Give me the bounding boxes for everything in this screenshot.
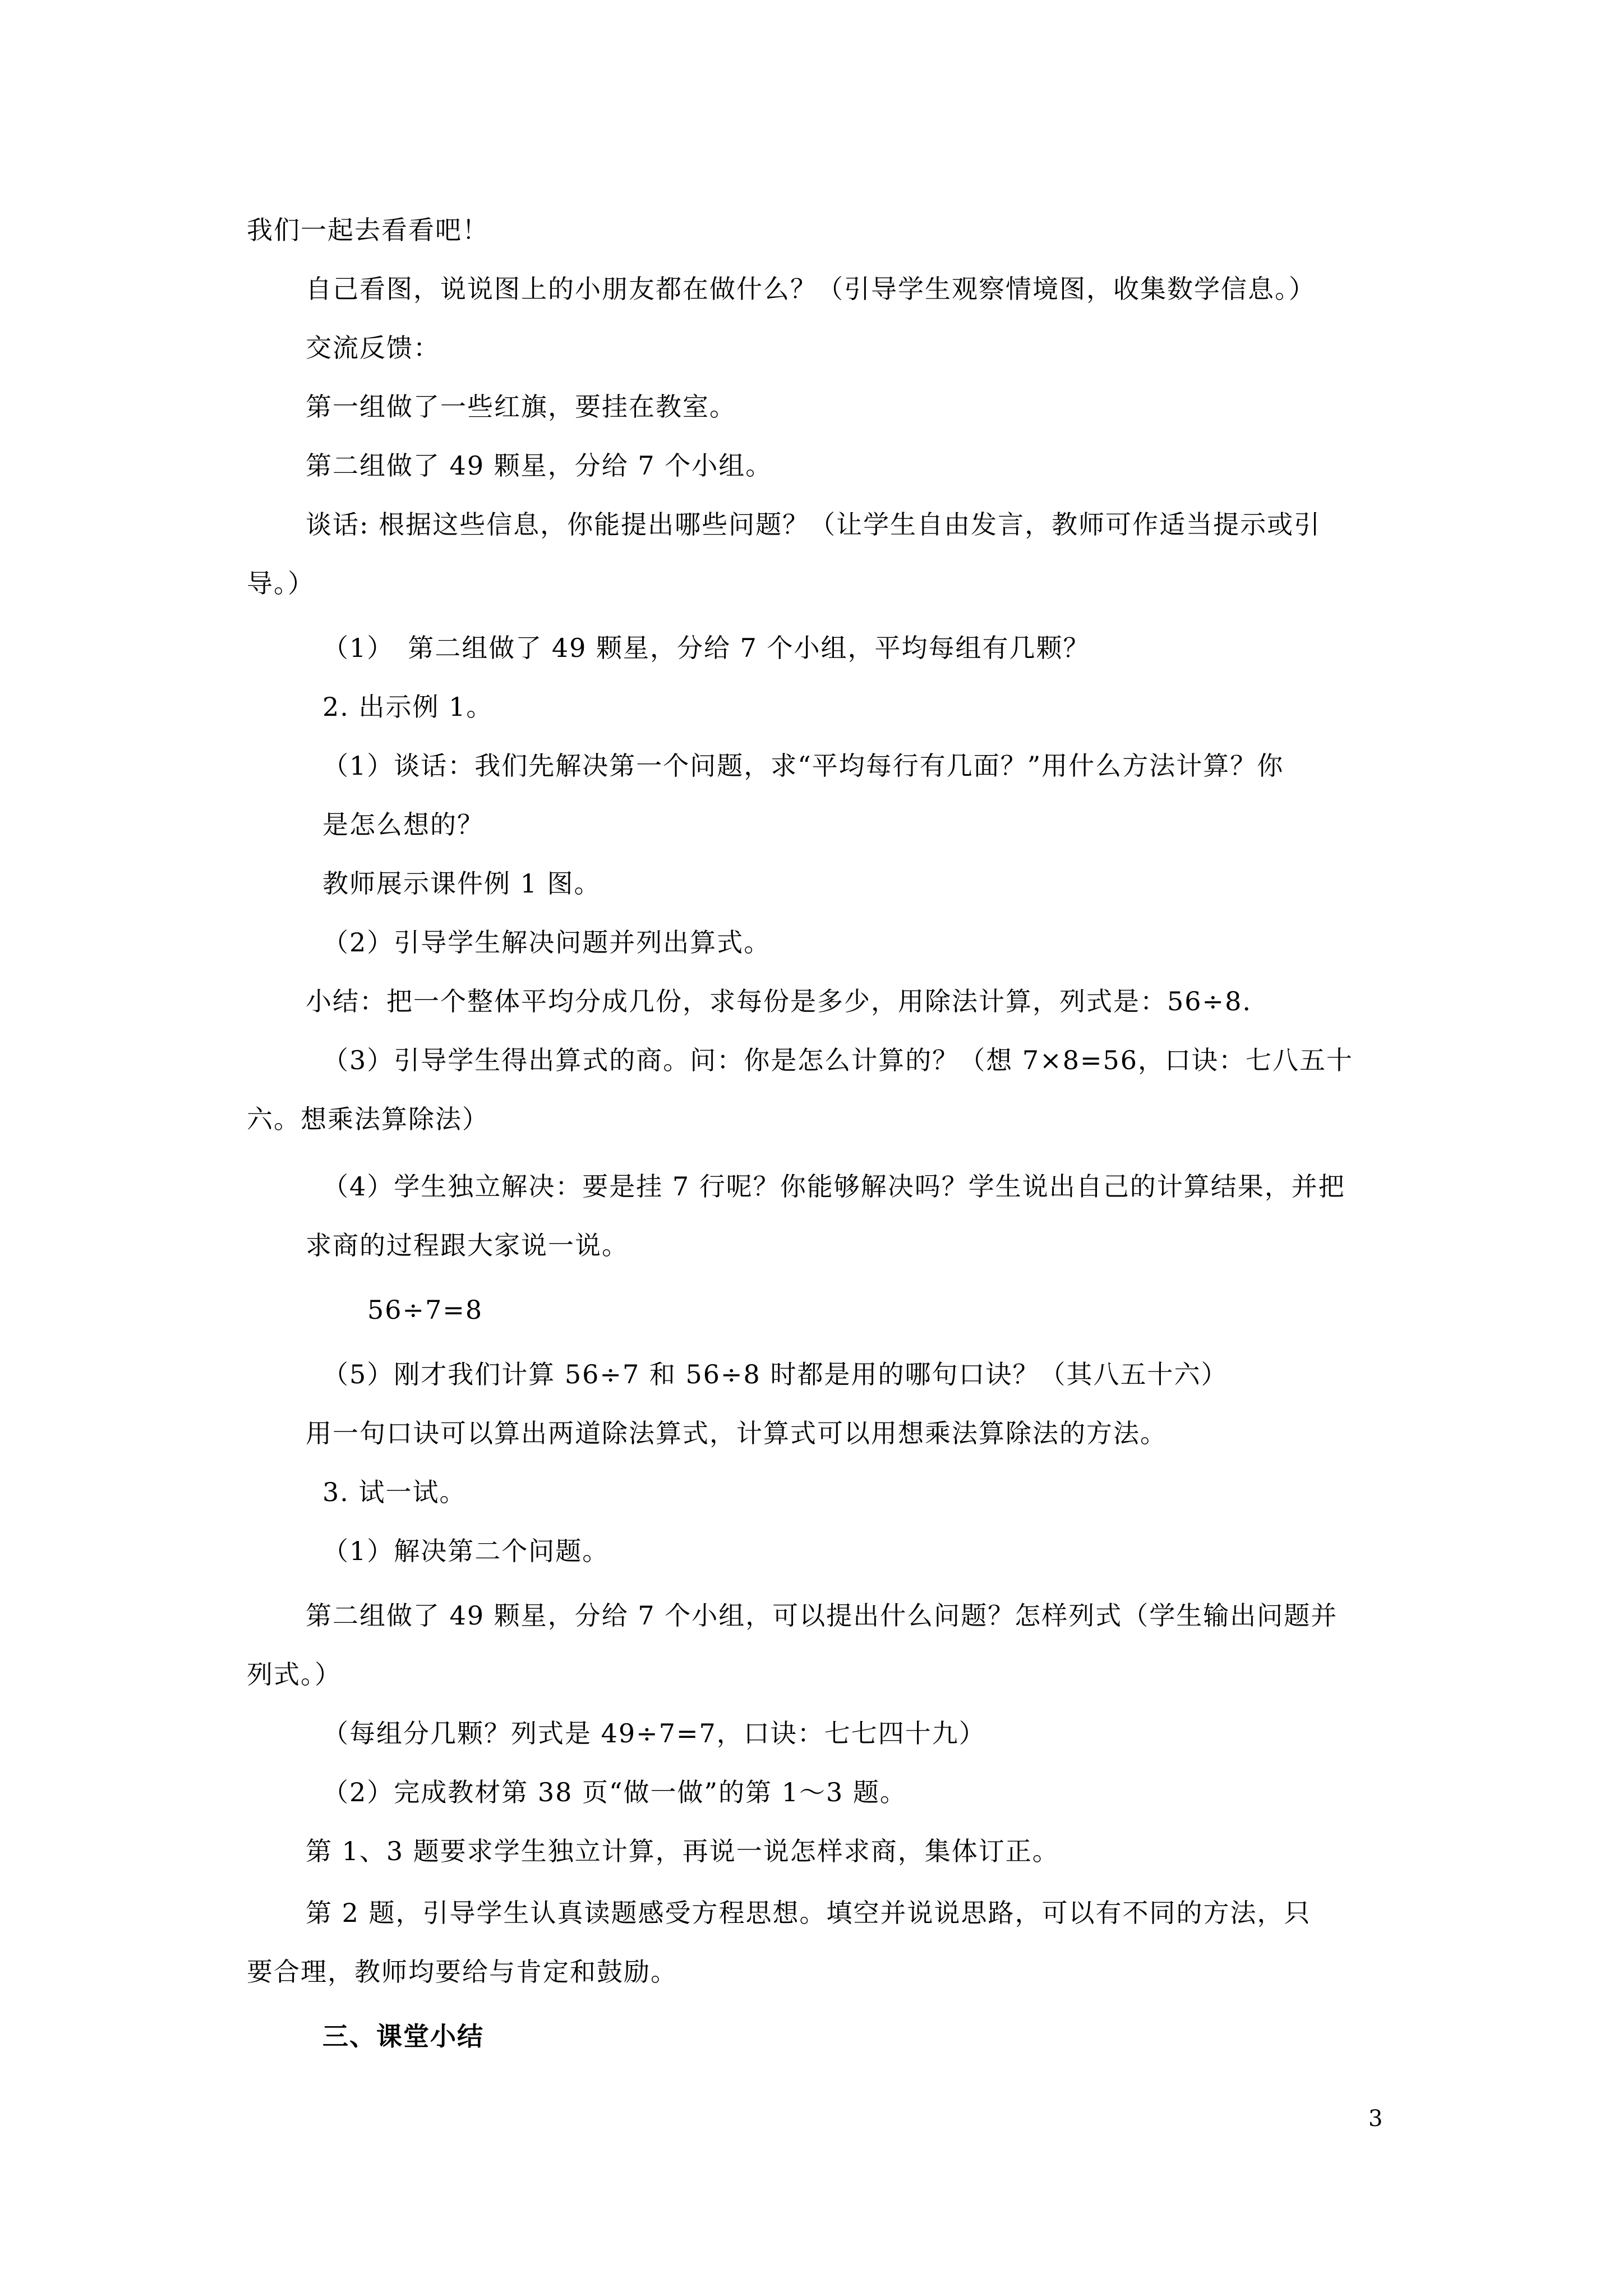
text-line: （每组分几颗？列式是 49÷7=7，口诀：七七四十九） xyxy=(322,1718,986,1749)
text-line: 3. 试一试。 xyxy=(322,1477,467,1507)
text-line: 小结：把一个整体平均分成几份，求每份是多少，用除法计算，列式是：56÷8. xyxy=(306,986,1252,1016)
text-line: 教师展示课件例 1 图。 xyxy=(322,868,601,899)
text-line: 求商的过程跟大家说一说。 xyxy=(306,1230,629,1260)
text-line: 谈话: 根据这些信息，你能提出哪些问题？（让学生自由发言，教师可作适当提示或引 xyxy=(306,509,1321,540)
text-line: 要合理，教师均要给与肯定和鼓励。 xyxy=(247,1957,677,1987)
text-line: 第二组做了 49 颗星，分给 7 个小组。 xyxy=(306,450,773,481)
page-number: 3 xyxy=(1368,2106,1383,2132)
text-line: 列式。） xyxy=(247,1659,342,1690)
text-line: 第 1、3 题要求学生独立计算，再说一说怎样求商，集体订正。 xyxy=(306,1836,1059,1866)
text-line: 自己看图，说说图上的小朋友都在做什么？（引导学生观察情境图，收集数学信息。） xyxy=(306,274,1316,304)
text-line: （1）谈话：我们先解决第一个问题，求“平均每行有几面？”用什么方法计算？你 xyxy=(322,751,1284,781)
text-line: （2）完成教材第 38 页“做一做”的第 1～3 题。 xyxy=(322,1777,907,1807)
text-line: 第一组做了一些红旗，要挂在教室。 xyxy=(306,392,736,422)
text-line: 交流反馈： xyxy=(306,333,440,363)
text-line: 用一句口诀可以算出两道除法算式，计算式可以用想乘法算除法的方法。 xyxy=(306,1418,1167,1448)
text-line: （1） 第二组做了 49 颗星，分给 7 个小组，平均每组有几颗？ xyxy=(322,633,1090,663)
text-line: 导。） xyxy=(247,568,315,599)
text-line: （4）学生独立解决：要是挂 7 行呢？你能够解决吗？学生说出自己的计算结果，并把 xyxy=(322,1171,1345,1202)
text-line: （1）解决第二个问题。 xyxy=(322,1536,610,1566)
text-line: 第 2 题，引导学生认真读题感受方程思想。填空并说说思路，可以有不同的方法，只 xyxy=(306,1898,1311,1928)
text-line: 56÷7=8 xyxy=(367,1295,483,1325)
text-line: （5）刚才我们计算 56÷7 和 56÷8 时都是用的哪句口诀？（其八五十六） xyxy=(322,1359,1228,1389)
text-line: 是怎么想的？ xyxy=(322,809,484,840)
text-line: 第二组做了 49 颗星，分给 7 个小组，可以提出什么问题？怎样列式（学生输出问题并 xyxy=(306,1600,1338,1631)
text-line: （2）引导学生解决问题并列出算式。 xyxy=(322,927,771,958)
section-heading: 三、课堂小结 xyxy=(322,2021,484,2051)
text-line: 我们一起去看看吧！ xyxy=(247,215,489,245)
text-line: （3）引导学生得出算式的商。问：你是怎么计算的？（想 7×8=56，口诀：七八五十 xyxy=(322,1045,1354,1075)
text-line: 2. 出示例 1。 xyxy=(322,692,494,722)
text-line: 六。想乘法算除法） xyxy=(247,1104,489,1134)
